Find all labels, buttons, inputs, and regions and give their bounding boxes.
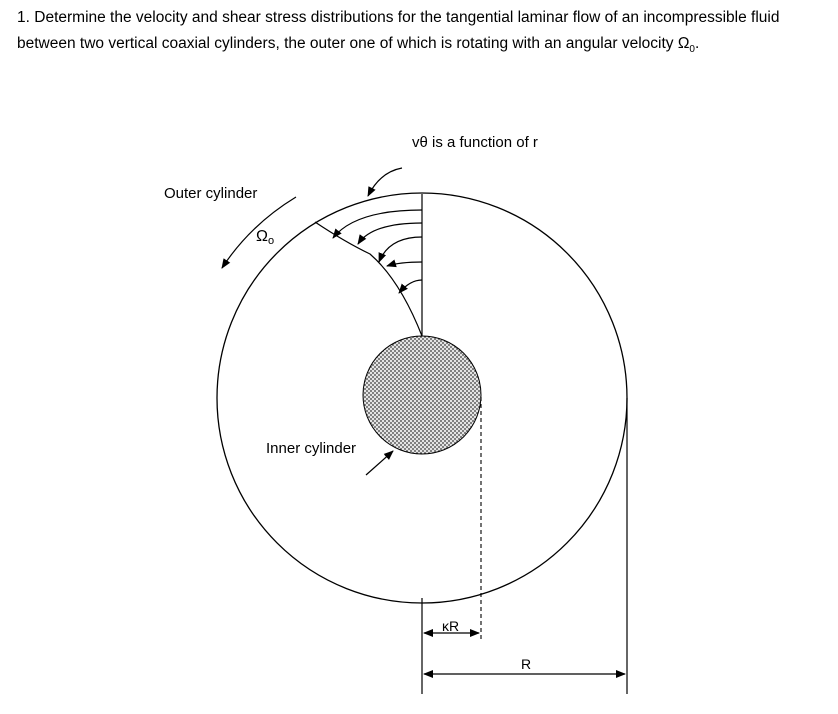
velocity-arrow-5 — [399, 280, 422, 293]
inner-cylinder-pointer — [366, 451, 393, 475]
omega-label-subscript: o — [267, 235, 275, 247]
inner-cylinder-label: Inner cylinder — [266, 440, 357, 457]
velocity-arrow-3 — [379, 237, 422, 262]
inner-radius-label: κR — [442, 618, 460, 634]
omega-subscript: 0 — [689, 44, 695, 56]
inner-cylinder — [363, 336, 481, 454]
velocity-label: vθ is a function of r — [412, 134, 538, 151]
problem-text: Determine the velocity and shear stress distributions for the tangential laminar flow of an incompressible fluid between two vertical coaxial cylinders, the outer one of which is rotating with an angular velocity — [17, 9, 784, 52]
problem-end: . — [694, 35, 700, 52]
omega-symbol: Ω — [677, 35, 690, 52]
velocity-arrow-2 — [358, 223, 422, 244]
outer-radius-label: R — [521, 656, 532, 672]
omega-label — [256, 228, 274, 247]
velocity-label-pointer — [368, 168, 402, 196]
outer-cylinder-label: Outer cylinder — [164, 185, 258, 202]
problem-number: 1. — [17, 9, 30, 26]
velocity-arrow-4 — [387, 262, 422, 266]
omega-label-symbol: Ω — [256, 228, 268, 245]
